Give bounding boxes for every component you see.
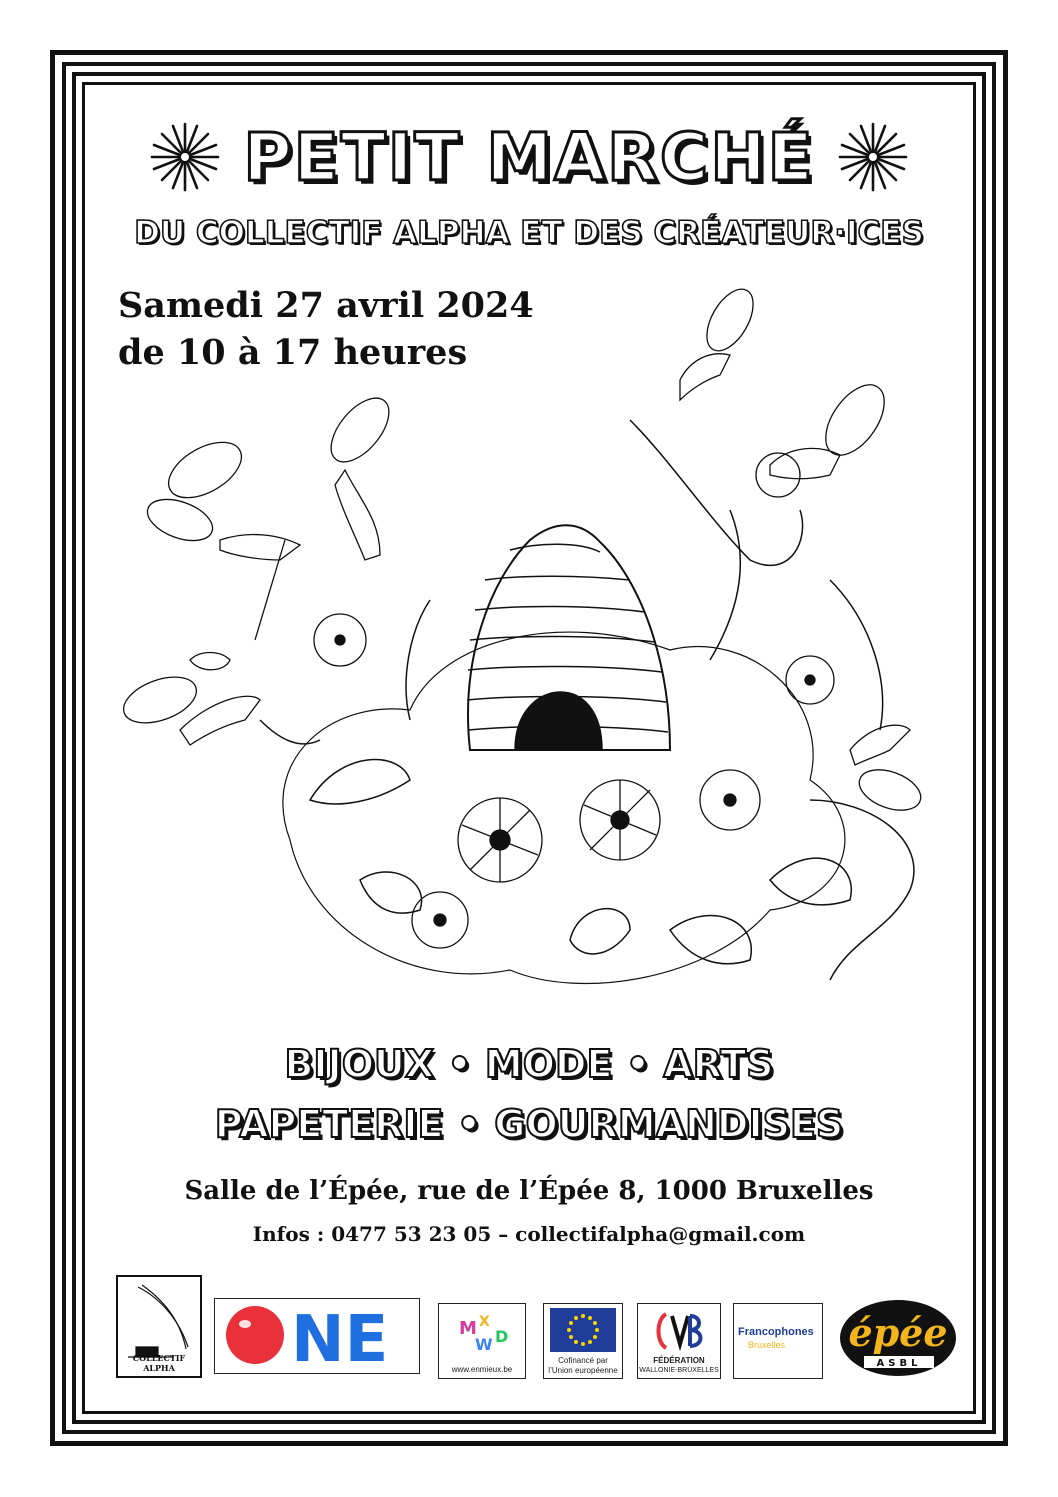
francophones-sub: Bruxelles <box>748 1340 786 1350</box>
categories-line-2: PAPETERIE • GOURMANDISES <box>214 1102 844 1146</box>
sunburst-right-icon <box>837 121 909 193</box>
epee-asbl-logo <box>838 1290 958 1382</box>
fwb-caption-2: WALLONIE-BRUXELLES <box>639 1367 719 1374</box>
sunburst-left-icon <box>149 121 221 193</box>
epee-logo-sub: ASBL <box>876 1358 922 1369</box>
francophones-text: Francophones <box>738 1326 814 1338</box>
eu-caption-1: Cofinancé par <box>558 1356 608 1365</box>
collectif-alpha-caption: COLLECTIF ALPHA <box>132 1353 186 1373</box>
poster-title: PETIT MARCHÉ <box>243 118 815 196</box>
one-logo-text: NE <box>291 1303 389 1371</box>
fwb-caption-1: FÉDÉRATION <box>653 1356 705 1365</box>
title-row <box>100 112 958 202</box>
svg-text:X: X <box>479 1314 490 1330</box>
contact-infos: Infos : 0477 53 23 05 – collectifalpha@gmail.com <box>252 1222 806 1246</box>
svg-text:W: W <box>475 1335 493 1354</box>
federation-wallonie-bruxelles-logo <box>637 1303 721 1379</box>
eu-logo <box>543 1303 623 1379</box>
en-mieux-caption: www.enmieux.be <box>451 1365 513 1374</box>
eu-caption-2: l’Union européenne <box>548 1366 618 1375</box>
francophones-bruxelles-logo <box>733 1303 823 1379</box>
svg-text:D: D <box>495 1327 509 1346</box>
en-mieux-logo <box>438 1303 526 1379</box>
quill-ink-icon <box>118 1277 200 1363</box>
epee-logo-text: épée <box>848 1310 948 1355</box>
collectif-alpha-logo <box>116 1275 202 1378</box>
event-address: Salle de l’Épée, rue de l’Épée 8, 1000 Bruxelles <box>184 1176 874 1206</box>
event-hours: de 10 à 17 heures <box>118 332 468 373</box>
event-date: Samedi 27 avril 2024 <box>118 285 534 326</box>
svg-text:M: M <box>459 1318 477 1339</box>
categories-line-1: BIJOUX • MODE • ARTS <box>284 1042 774 1086</box>
poster-subtitle: DU COLLECTIF ALPHA ET DES CRÉATEUR·ICES <box>134 215 924 251</box>
beehive-flowers-hands-illustration <box>110 280 950 1040</box>
event-date-block <box>118 282 534 376</box>
one-logo <box>214 1298 420 1374</box>
